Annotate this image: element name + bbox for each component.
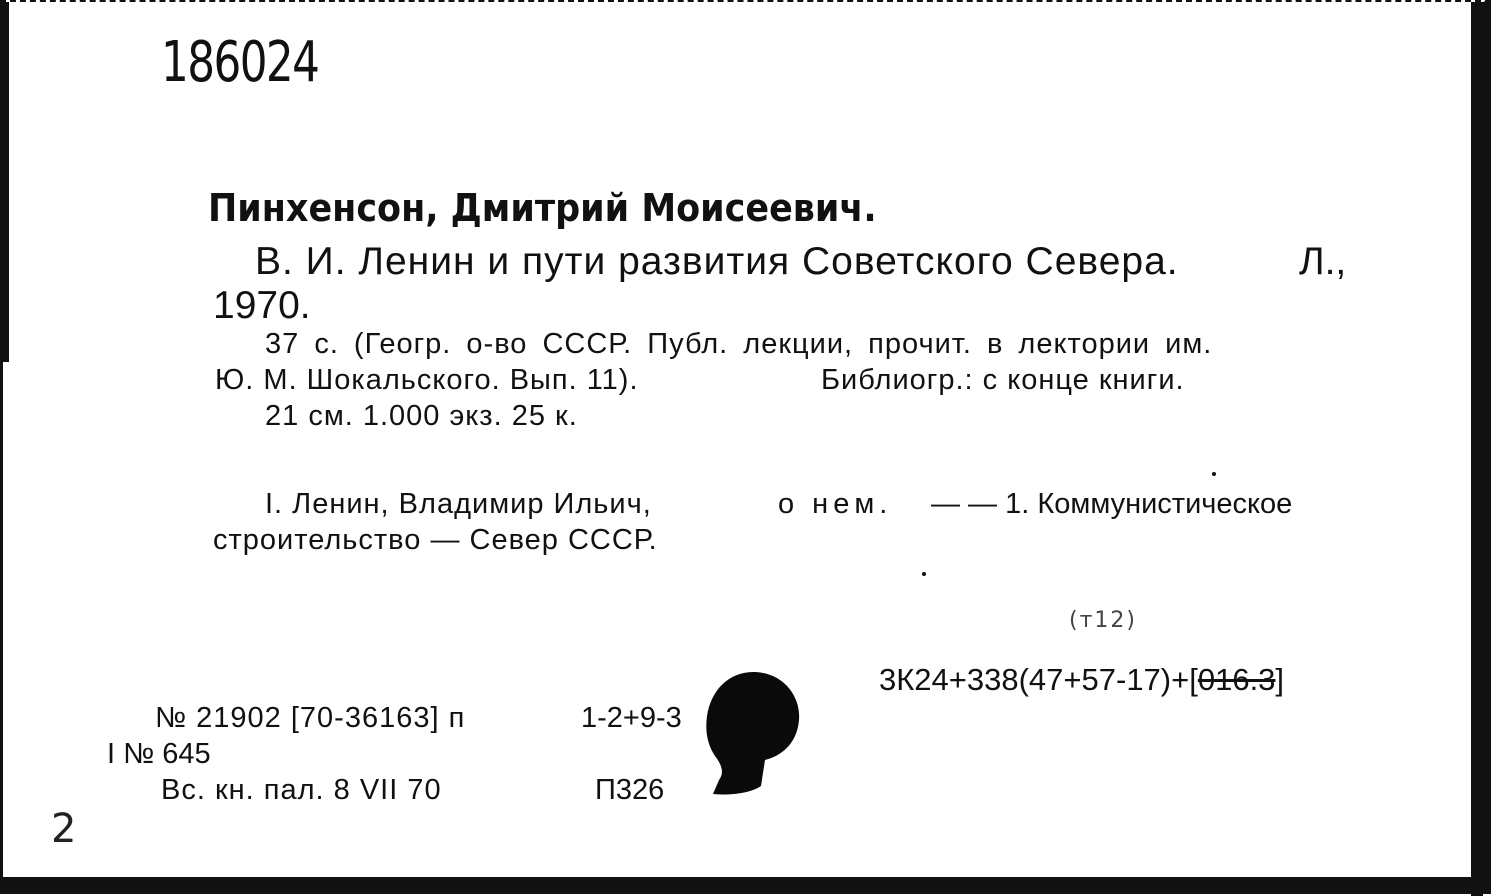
card-edge-left	[3, 2, 9, 362]
physical-description: 21 см. 1.000 экз. 25 к.	[265, 400, 578, 432]
author-heading: Пинхенсон, Дмитрий Моисеевич.	[208, 186, 877, 230]
accession-number: 186024	[161, 30, 319, 95]
smudged-note: (т12)	[1069, 608, 1137, 633]
collation-line-1: 37 с. (Геогр. о-во СССР. Публ. лекции, прочит. в лектории им.	[265, 328, 1213, 360]
subject-onem: о нем.	[778, 488, 893, 520]
card-edge-bottom	[3, 877, 1491, 886]
collation-line-2: Ю. М. Шокальского. Вып. 11).	[215, 364, 639, 396]
bbk-struck: 016.3	[1197, 662, 1276, 697]
classification-index	[879, 662, 1284, 698]
subject-line-2: строительство — Север СССР.	[213, 524, 658, 556]
subject-line-1: I. Ленин, Владимир Ильич,	[265, 488, 652, 520]
footer-line-1-code: 1-2+9-3	[581, 702, 682, 734]
publication-year: 1970.	[213, 284, 311, 327]
speck	[922, 572, 926, 576]
speck	[1212, 472, 1216, 476]
publication-place: Л.,	[1299, 240, 1347, 283]
footer-line-3-code: П326	[595, 774, 665, 806]
card-edge-right	[1471, 2, 1483, 896]
footer-line-1: № 21902 [70-36163] п	[155, 702, 466, 734]
bbk-main: 3К24+338(47+57-17)+[	[879, 662, 1198, 697]
bbk-end: ]	[1275, 662, 1285, 697]
title-line-1: В. И. Ленин и пути развития Советского Севера.	[255, 240, 1179, 283]
subject-rest: — — 1. Коммунистическое	[931, 488, 1293, 520]
bibliography-note: Библиогр.: с конце книги.	[821, 364, 1185, 396]
footer-line-3: Вс. кн. пал. 8 VII 70	[161, 774, 442, 806]
ink-blot	[703, 668, 803, 798]
handwritten-mark: 2	[51, 806, 77, 852]
footer-line-2: I № 645	[107, 738, 211, 770]
